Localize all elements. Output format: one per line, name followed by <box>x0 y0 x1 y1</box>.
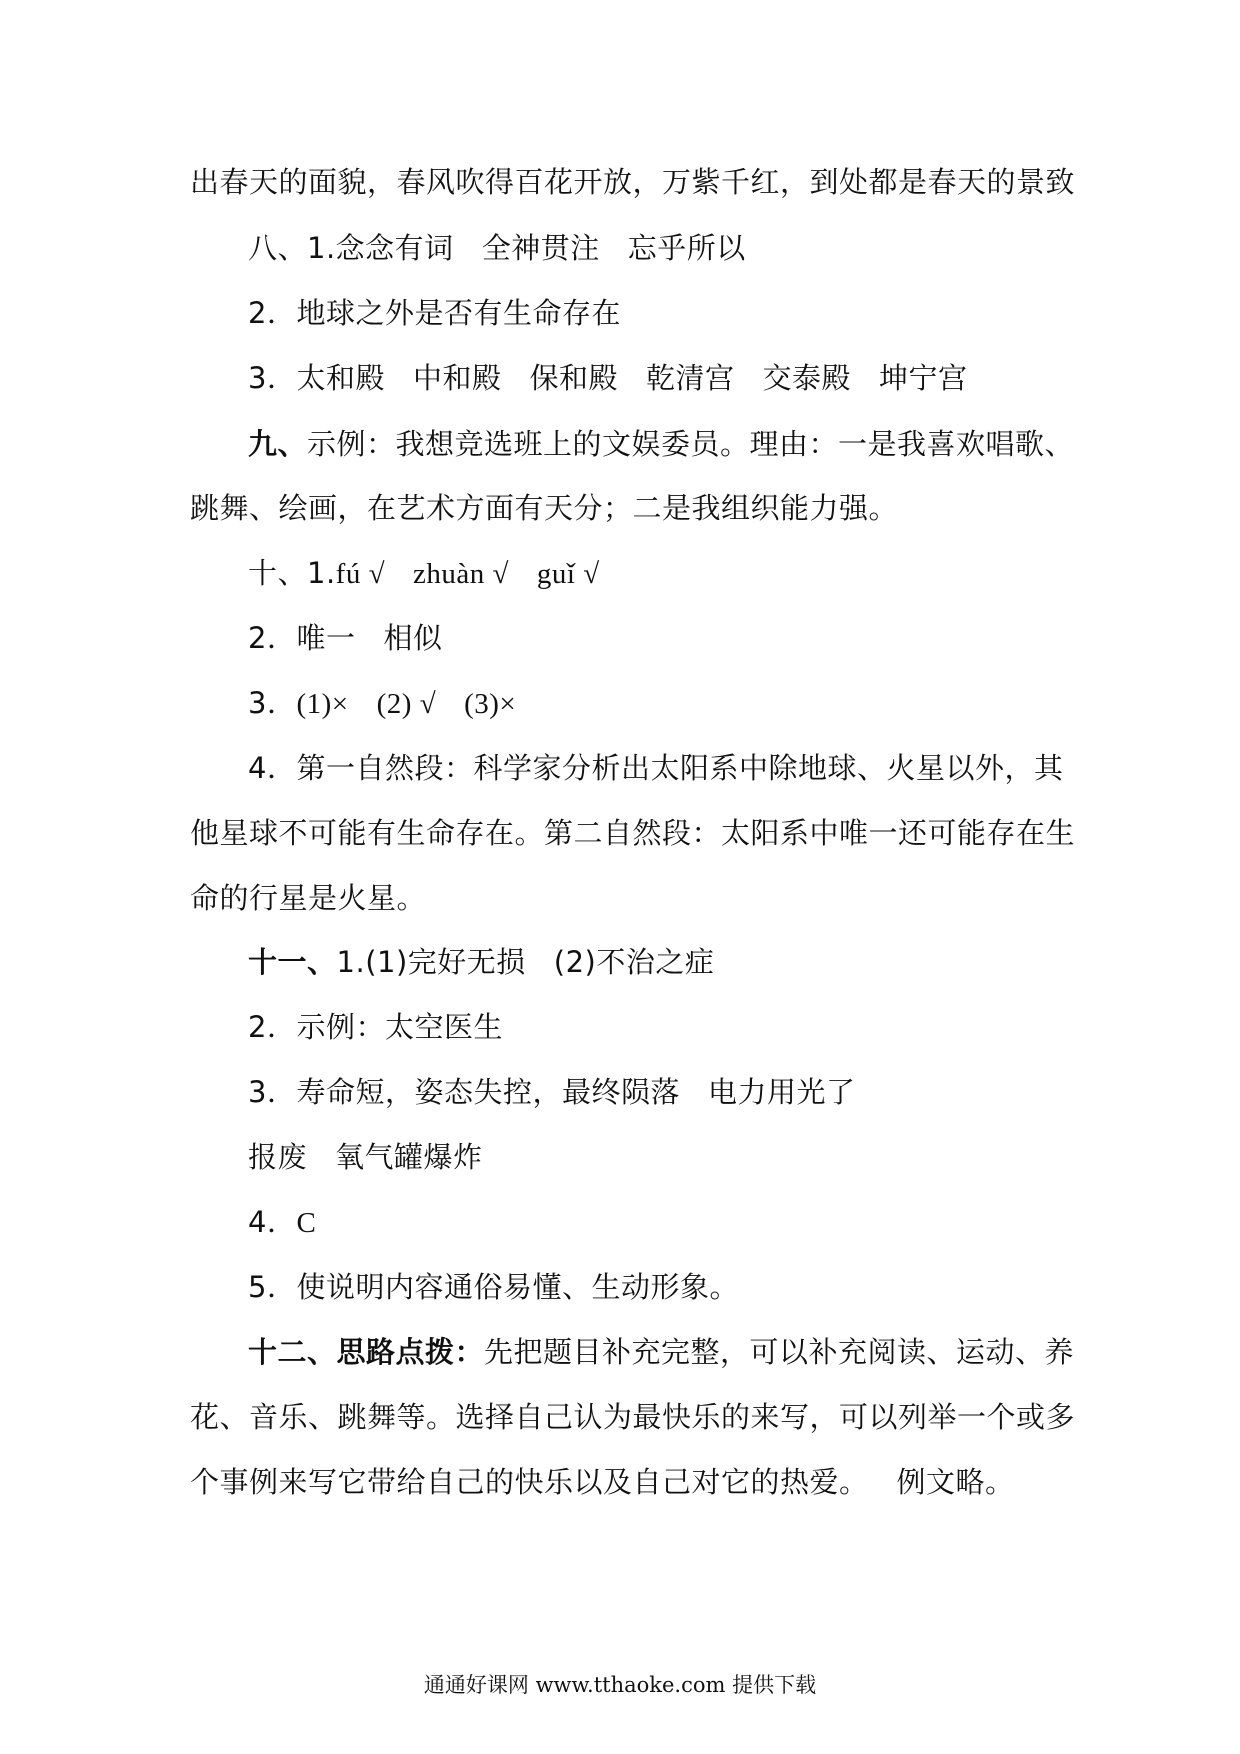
answer-text: 先把题目补充完整，可以补充阅读、运动、养 <box>484 1335 1075 1369</box>
answer-12 <box>248 1332 1074 1372</box>
answer-text: 示例：我想竞选班上的文娱委员。理由：一是我喜欢唱歌、 <box>307 427 1075 461</box>
answer-item: 念念有词 <box>335 231 454 265</box>
answer-text: 第一自然段：科学家分析出太阳系中除地球、火星以外，其 <box>296 751 1064 785</box>
item-number: 1. <box>336 945 366 979</box>
section-number: 十、1. <box>248 556 336 590</box>
text-run: 花、音乐、跳舞等。选择自己认为最快乐的来写，可以列举一个或多 <box>190 1400 1076 1434</box>
item-number: 5． <box>248 1270 297 1304</box>
page-footer <box>0 1670 1240 1700</box>
paragraph-line <box>190 813 1075 853</box>
paragraph-line <box>190 1462 1015 1502</box>
text-run: 出春天的面貌，春风吹得百花开放，万紫千红，到处都是春天的景致 <box>190 165 1076 199</box>
answer-item: 保和殿 <box>529 361 618 395</box>
answer-item: (2)不治之症 <box>553 945 715 979</box>
answer-10-3 <box>248 683 516 724</box>
answer-text: 示例：太空医生 <box>296 1010 503 1044</box>
answer-item: (1)× <box>296 688 349 720</box>
answer-11-4 <box>248 1202 316 1243</box>
answer-11-1 <box>248 942 714 982</box>
answer-item: 忘乎所以 <box>627 231 746 265</box>
text-run: 跳舞、绘画，在艺术方面有天分；二是我组织能力强。 <box>190 491 899 525</box>
text-run: 他星球不可能有生命存在。第二自然段：太阳系中唯一还可能存在生 <box>190 816 1076 850</box>
answer-item: 全神贯注 <box>481 231 600 265</box>
answer-11-2 <box>248 1007 503 1047</box>
footer-text: 通通好课网 www.tthaoke.com 提供下载 <box>423 1673 817 1697</box>
text-run: 命的行星是火星。 <box>190 881 427 915</box>
answer-item: guǐ √ <box>536 558 600 590</box>
answer-item: 相似 <box>383 621 443 655</box>
section-number: 八、1. <box>248 231 336 265</box>
item-number: 3． <box>248 361 297 395</box>
section-number: 十一、 <box>248 945 337 979</box>
answer-10-4 <box>248 748 1063 788</box>
answer-item: (2) √ <box>376 688 437 720</box>
answer-item: 地球之外是否有生命存在 <box>296 296 621 330</box>
answer-9 <box>248 424 1074 464</box>
answer-10-2 <box>248 618 442 658</box>
answer-item: 坤宁宫 <box>879 361 968 395</box>
section-number: 九、 <box>248 427 308 461</box>
answer-item: 报废 <box>248 1140 308 1174</box>
paragraph-line <box>190 488 898 528</box>
answer-item: 中和殿 <box>412 361 502 395</box>
answer-item: 乾清宫 <box>646 361 735 395</box>
answer-item: (3)× <box>464 688 517 720</box>
paragraph-line <box>190 1397 1075 1437</box>
answer-11-5 <box>248 1267 739 1307</box>
text-run: 例文略。 <box>896 1465 1015 1499</box>
answer-10-1 <box>248 553 600 594</box>
answer-item: 太和殿 <box>296 361 385 395</box>
item-number: 2． <box>248 296 297 330</box>
answer-8-2 <box>248 293 621 333</box>
answer-item: 电力用光了 <box>707 1075 856 1109</box>
paragraph-line <box>190 162 1075 202</box>
item-number: 2． <box>248 621 297 655</box>
item-number: 4． <box>248 1205 297 1239</box>
section-heading: 十二、思路点拨： <box>248 1335 485 1369</box>
text-run: 个事例来写它带给自己的快乐以及自己对它的热爱。 <box>190 1465 869 1499</box>
paragraph-line <box>190 878 426 918</box>
answer-text: 使说明内容通俗易懂、生动形象。 <box>296 1270 739 1304</box>
answer-item: 交泰殿 <box>762 361 852 395</box>
answer-text: C <box>296 1207 317 1239</box>
answer-item: 寿命短，姿态失控，最终陨落 <box>296 1075 680 1109</box>
answer-item: 唯一 <box>296 621 356 655</box>
answer-item: zhuàn √ <box>413 558 509 590</box>
answer-11-3 <box>248 1072 855 1112</box>
item-number: 4． <box>248 751 297 785</box>
answer-item: 氧气罐爆炸 <box>335 1140 483 1174</box>
item-number: 3． <box>248 1075 297 1109</box>
item-number: 3． <box>248 686 297 720</box>
answer-8-1 <box>248 228 746 268</box>
answer-item: (1)完好无损 <box>365 945 526 979</box>
answer-item: fú √ <box>335 558 385 590</box>
answer-8-3 <box>248 358 968 398</box>
item-number: 2． <box>248 1010 297 1044</box>
answer-11-3-cont <box>248 1137 483 1177</box>
